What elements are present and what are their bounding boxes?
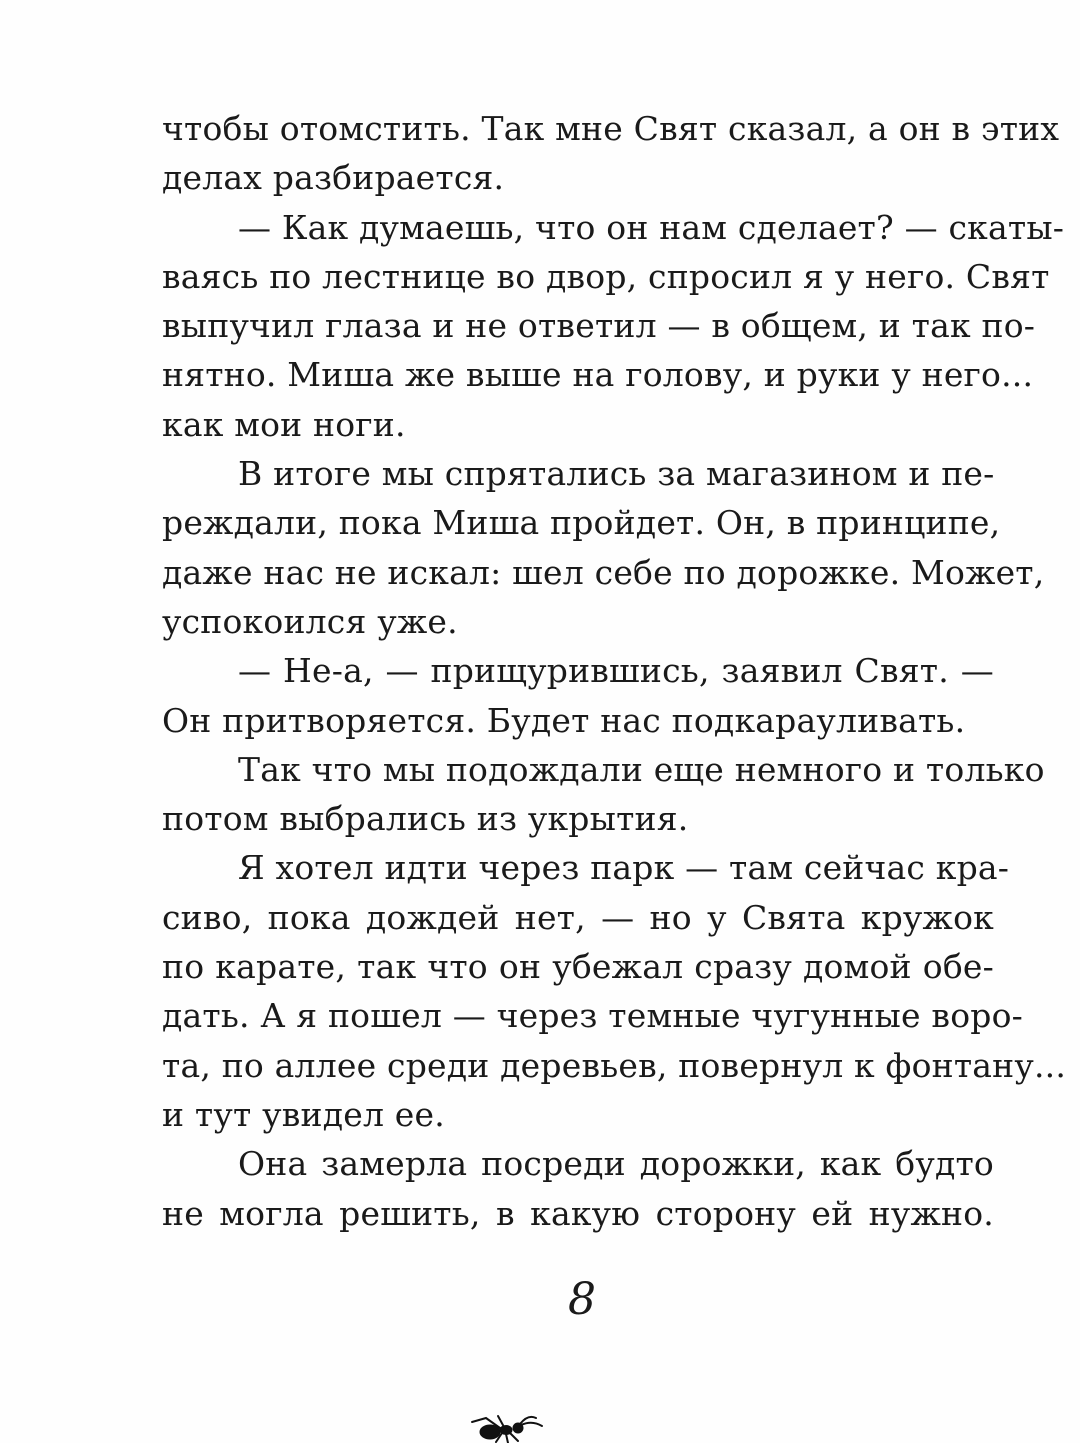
text-line: делах разбирается. (162, 158, 505, 198)
text-line: Она замерла посреди дорожки, как будто (238, 1144, 994, 1184)
text-line: нятно. Миша же выше на голову, и руки у него... (162, 355, 1034, 395)
text-line: сиво, пока дождей нет, — но у Свята кружок (162, 897, 994, 937)
text-line: Так что мы подождали еще немного и только (238, 749, 1045, 789)
ant-icon (456, 1408, 556, 1443)
text-line: — Как думаешь, что он нам сделает? — скаты- (238, 207, 1065, 247)
text-line: как мои ноги. (162, 404, 406, 444)
text-line: потом выбрались из укрытия. (162, 799, 689, 839)
text-line: — Не-а, — прищурившись, заявил Свят. — (238, 651, 994, 691)
page-number: 8 (568, 1274, 596, 1325)
text-line: выпучил глаза и не ответил — в общем, и так по- (162, 306, 1036, 346)
text-line: Он притворяется. Будет нас подкарауливать. (162, 700, 966, 740)
text-line: по карате, так что он убежал сразу домой обе- (162, 947, 994, 987)
text-line: чтобы отомстить. Так мне Свят сказал, а он в этих (162, 109, 1060, 148)
text-line: Я хотел идти через парк — там сейчас кра- (238, 848, 1010, 888)
text-line: реждали, пока Миша пройдет. Он, в принципе, (162, 503, 1001, 543)
text-line: ваясь по лестнице во двор, спросил я у него. Свят (162, 256, 1050, 296)
text-line: даже нас не искал: шел себе по дорожке. Может, (162, 552, 1045, 592)
text-line: В итоге мы спрятались за магазином и пе- (238, 454, 995, 494)
body-text (162, 104, 1067, 1238)
text-line: и тут увидел ее. (162, 1094, 445, 1134)
text-line: не могла решить, в какую сторону ей нужно. (162, 1193, 994, 1233)
text-line: та, по аллее среди деревьев, повернул к фонтану... (162, 1045, 1067, 1085)
text-line: дать. А я пошел — через темные чугунные воро- (162, 996, 1024, 1036)
text-line: успокоился уже. (162, 601, 458, 641)
